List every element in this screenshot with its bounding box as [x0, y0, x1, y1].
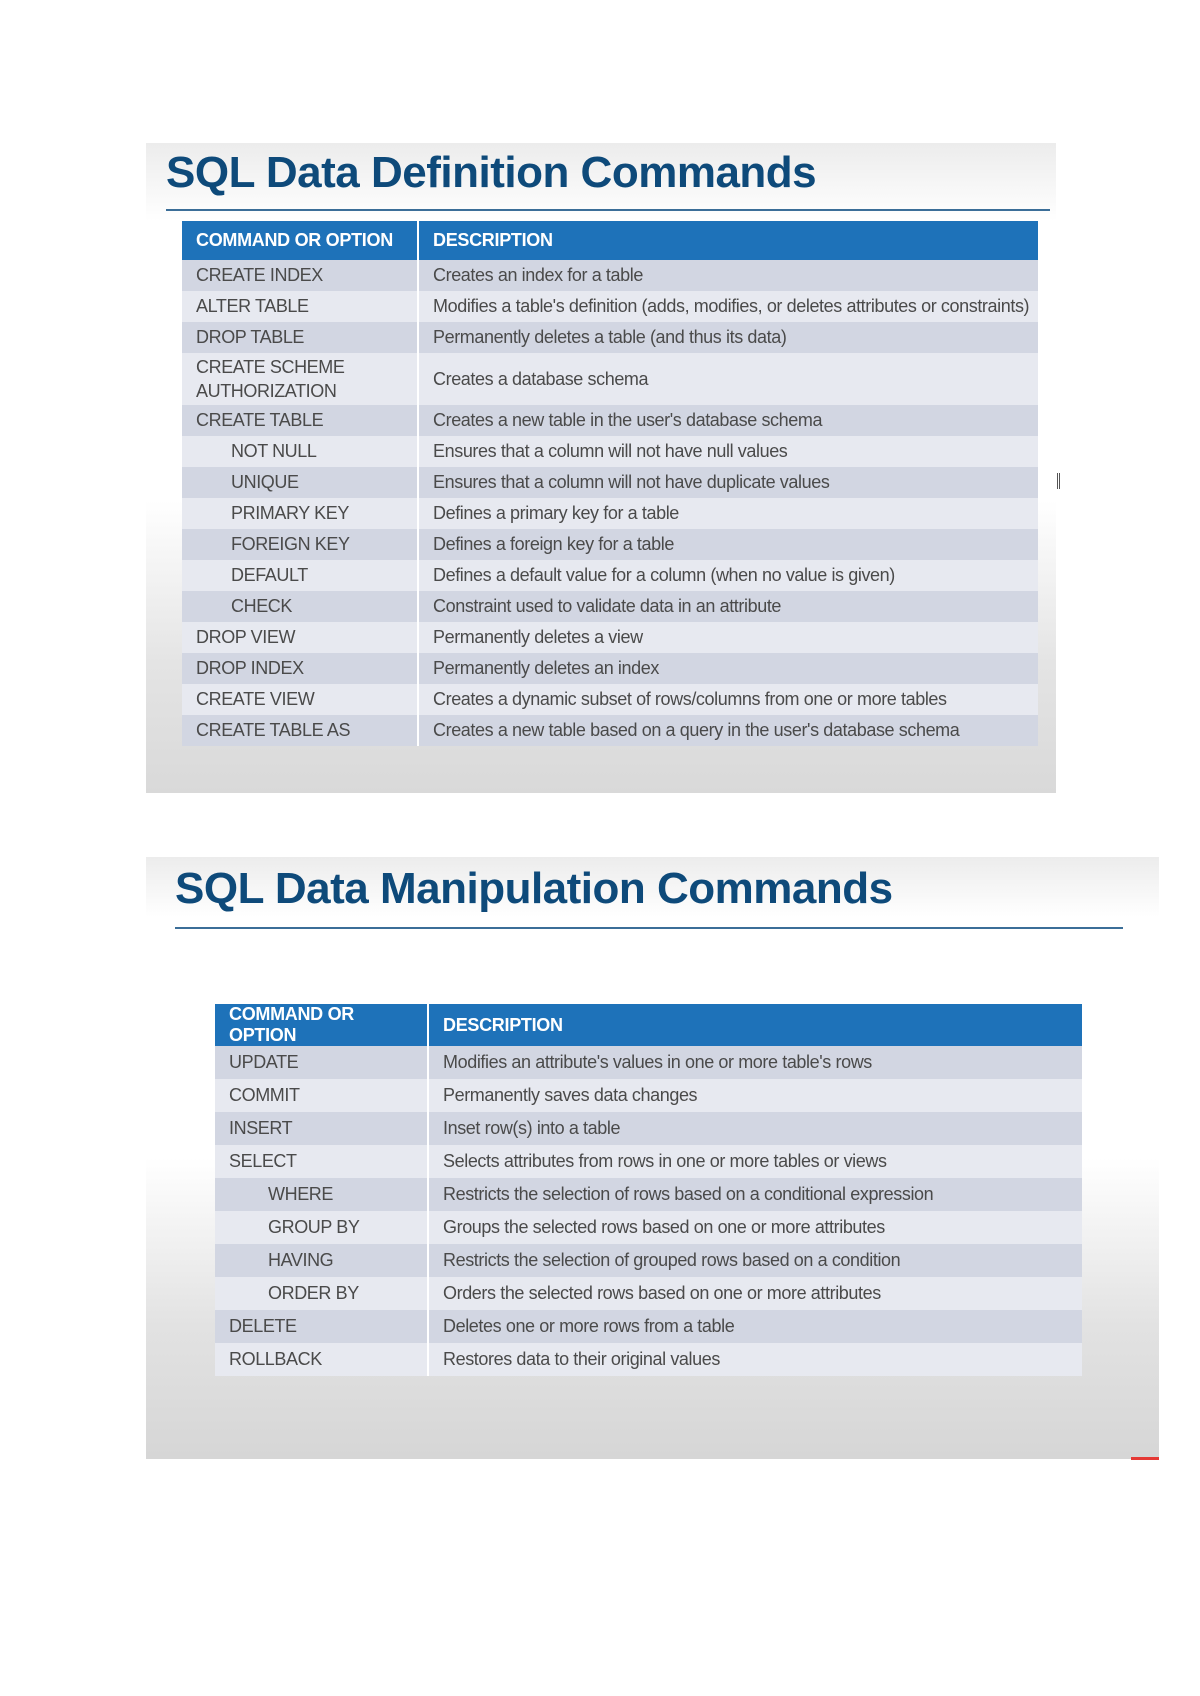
table-row [215, 1343, 1082, 1376]
description-cell: Permanently deletes an index [418, 653, 1038, 684]
progress-marker [1131, 1457, 1159, 1460]
description-cell: Restricts the selection of grouped rows based on a condition [428, 1244, 1082, 1277]
description-cell: Ensures that a column will not have duplicate values [418, 467, 1038, 498]
description-cell: Creates a dynamic subset of rows/columns from one or more tables [418, 684, 1038, 715]
table-row [182, 467, 1038, 498]
description-cell: Creates a new table in the user's database schema [418, 405, 1038, 436]
dml-title: SQL Data Manipulation Commands [175, 864, 893, 913]
command-cell: DEFAULT [182, 560, 418, 591]
table-row [182, 322, 1038, 353]
description-cell: Deletes one or more rows from a table [428, 1310, 1082, 1343]
command-cell: CREATE VIEW [182, 684, 418, 715]
command-cell: DROP TABLE [182, 322, 418, 353]
ddl-title-divider [166, 209, 1050, 211]
ddl-commands-table [182, 221, 1038, 746]
table-row [182, 653, 1038, 684]
table-row [215, 1277, 1082, 1310]
ddl-table-body [182, 260, 1038, 746]
description-cell: Modifies an attribute's values in one or more table's rows [428, 1046, 1082, 1079]
description-cell: Creates a new table based on a query in the user's database schema [418, 715, 1038, 746]
table-row [215, 1211, 1082, 1244]
table-row [182, 622, 1038, 653]
description-cell: Creates an index for a table [418, 260, 1038, 291]
description-cell: Ensures that a column will not have null values [418, 436, 1038, 467]
command-cell: NOT NULL [182, 436, 418, 467]
description-cell: Defines a primary key for a table [418, 498, 1038, 529]
table-row [182, 560, 1038, 591]
command-cell: DROP INDEX [182, 653, 418, 684]
table-header-row [182, 221, 1038, 260]
table-row [182, 498, 1038, 529]
ddl-slide [146, 143, 1056, 793]
table-row [215, 1244, 1082, 1277]
table-row [215, 1079, 1082, 1112]
description-cell: Orders the selected rows based on one or more attributes [428, 1277, 1082, 1310]
command-cell: PRIMARY KEY [182, 498, 418, 529]
command-cell: UNIQUE [182, 467, 418, 498]
table-row [215, 1112, 1082, 1145]
table-row [182, 436, 1038, 467]
table-row [215, 1310, 1082, 1343]
command-cell: GROUP BY [215, 1211, 428, 1244]
table-row [182, 291, 1038, 322]
command-cell: CREATE TABLE AS [182, 715, 418, 746]
command-cell: INSERT [215, 1112, 428, 1145]
command-cell: CHECK [182, 591, 418, 622]
table-row [215, 1178, 1082, 1211]
command-cell: CREATE TABLE [182, 405, 418, 436]
column-header-command: COMMAND OR OPTION [215, 1004, 428, 1046]
description-cell: Restricts the selection of rows based on a conditional expression [428, 1178, 1082, 1211]
table-row [182, 529, 1038, 560]
table-row [215, 1046, 1082, 1079]
command-cell: ORDER BY [215, 1277, 428, 1310]
description-cell: Permanently saves data changes [428, 1079, 1082, 1112]
description-cell: Modifies a table's definition (adds, modifies, or deletes attributes or constraints) [418, 291, 1038, 322]
table-row [182, 715, 1038, 746]
description-cell: Permanently deletes a table (and thus its data) [418, 322, 1038, 353]
table-row [182, 353, 1038, 405]
description-cell: Defines a foreign key for a table [418, 529, 1038, 560]
ddl-title: SQL Data Definition Commands [166, 148, 817, 197]
description-cell: Restores data to their original values [428, 1343, 1082, 1376]
table-row [182, 591, 1038, 622]
command-cell: DROP VIEW [182, 622, 418, 653]
description-cell: Permanently deletes a view [418, 622, 1038, 653]
command-cell: DELETE [215, 1310, 428, 1343]
dml-title-divider [175, 927, 1123, 929]
column-header-description: DESCRIPTION [418, 221, 1038, 260]
command-cell: CREATE INDEX [182, 260, 418, 291]
table-header-row [215, 1004, 1082, 1046]
command-cell: SELECT [215, 1145, 428, 1178]
dml-table-body [215, 1046, 1082, 1376]
table-row [182, 260, 1038, 291]
dml-slide [146, 857, 1159, 1459]
column-header-description: DESCRIPTION [428, 1004, 1082, 1046]
command-cell: COMMIT [215, 1079, 428, 1112]
description-cell: Selects attributes from rows in one or more tables or views [428, 1145, 1082, 1178]
command-cell: HAVING [215, 1244, 428, 1277]
table-row [215, 1145, 1082, 1178]
table-row [182, 405, 1038, 436]
text-cursor-icon [1057, 473, 1060, 489]
dml-commands-table [215, 1004, 1082, 1376]
command-cell: ROLLBACK [215, 1343, 428, 1376]
command-cell: ALTER TABLE [182, 291, 418, 322]
description-cell: Constraint used to validate data in an attribute [418, 591, 1038, 622]
description-cell: Groups the selected rows based on one or more attributes [428, 1211, 1082, 1244]
command-cell: UPDATE [215, 1046, 428, 1079]
command-cell: FOREIGN KEY [182, 529, 418, 560]
column-header-command: COMMAND OR OPTION [182, 221, 418, 260]
description-cell: Inset row(s) into a table [428, 1112, 1082, 1145]
description-cell: Defines a default value for a column (when no value is given) [418, 560, 1038, 591]
command-cell: CREATE SCHEME AUTHORIZATION [182, 353, 418, 405]
table-row [182, 684, 1038, 715]
command-cell: WHERE [215, 1178, 428, 1211]
description-cell: Creates a database schema [418, 353, 1038, 405]
